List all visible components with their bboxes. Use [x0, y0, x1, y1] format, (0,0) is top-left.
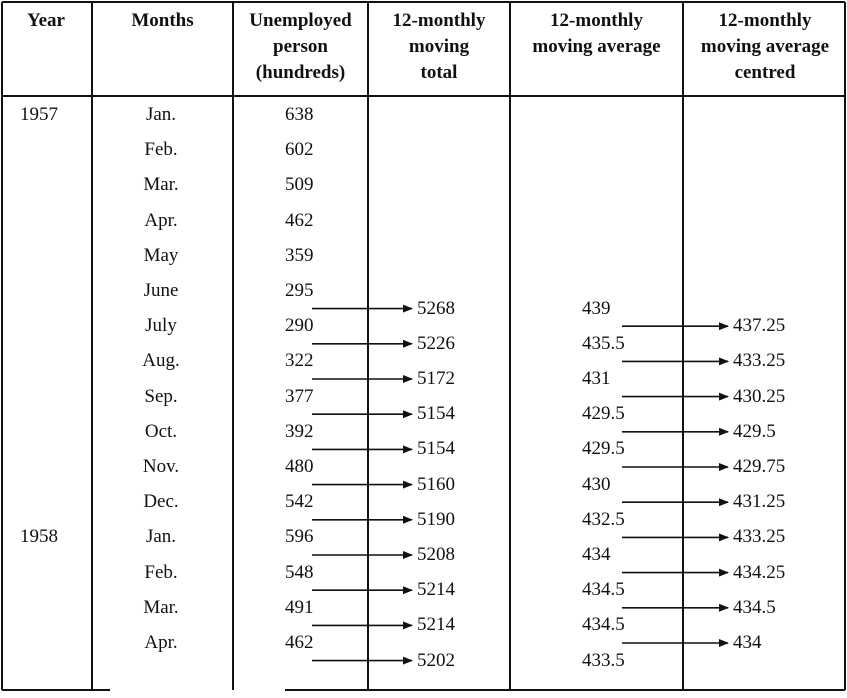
month-cell: Aug. — [142, 350, 180, 372]
unemployed-cell: 462 — [285, 209, 314, 231]
month-cell: Nov. — [142, 456, 180, 477]
centred-average-cell: 429.5 — [733, 420, 776, 442]
month-cell: May — [143, 244, 179, 266]
month-cell: June — [143, 280, 179, 301]
header-moving-total — [368, 8, 510, 86]
centred-average-cell: 433.25 — [733, 526, 786, 548]
header-unemployed-line3: (hundreds) — [255, 62, 346, 83]
moving-total-cell: 5160 — [417, 473, 455, 495]
month-cell: Jan. — [145, 104, 177, 125]
unemployed-cell: 295 — [285, 280, 314, 301]
month-cell: Apr. — [144, 632, 178, 653]
moving-average-cell: 434.5 — [582, 614, 625, 636]
moving-total-cell: 5214 — [417, 614, 455, 636]
header-moving-average-line1: 12-monthly — [550, 10, 643, 31]
moving-average-cell: 433.5 — [582, 649, 625, 671]
unemployed-cell: 596 — [285, 526, 314, 548]
year-cell: 1957 — [20, 104, 58, 125]
header-moving-total-line2: moving — [408, 36, 470, 57]
moving-average-cell: 429.5 — [582, 403, 625, 425]
header-centred-line1: 12-monthly — [718, 10, 812, 31]
unemployed-cell: 359 — [285, 244, 314, 266]
year-cell: 1958 — [20, 526, 58, 548]
unemployed-cell: 491 — [285, 596, 314, 618]
unemployed-cell: 290 — [285, 315, 314, 337]
centred-average-cell: 430.25 — [733, 385, 786, 407]
moving-total-cell: 5214 — [417, 579, 455, 601]
moving-average-cell: 439 — [582, 297, 611, 319]
unemployed-cell: 392 — [285, 420, 314, 442]
header-unemployed-line1: Unemployed — [249, 10, 352, 31]
centred-average-cell: 434 — [733, 632, 762, 653]
moving-total-cell: 5154 — [417, 403, 455, 425]
unemployed-cell: 548 — [285, 561, 314, 583]
unemployed-cell: 322 — [285, 350, 314, 372]
header-unemployed — [233, 8, 368, 86]
moving-average-cell: 430 — [582, 473, 611, 495]
unemployed-cell: 462 — [285, 632, 314, 653]
header-centred — [683, 8, 847, 86]
moving-average-cell: 431 — [582, 368, 611, 389]
moving-total-cell: 5208 — [417, 544, 455, 565]
centred-average-cell: 434.25 — [733, 561, 786, 583]
moving-average-cell: 432.5 — [582, 508, 625, 530]
unemployed-cell: 638 — [285, 104, 314, 125]
month-cell: July — [145, 315, 177, 337]
centred-average-cell: 433.25 — [733, 350, 786, 372]
header-centred-line2: moving average — [700, 36, 830, 57]
unemployed-cell: 602 — [285, 139, 314, 161]
header-moving-total-line3: total — [420, 62, 458, 83]
moving-average-cell: 435.5 — [582, 332, 625, 354]
month-cell: Mar. — [143, 174, 179, 196]
month-cell: Feb. — [144, 139, 178, 161]
moving-average-cell: 434 — [582, 544, 611, 565]
month-cell: Dec. — [143, 491, 179, 513]
moving-average-cell: 429.5 — [582, 438, 625, 460]
moving-total-cell: 5202 — [417, 649, 455, 671]
header-centred-line3: centred — [734, 62, 796, 83]
centred-average-cell: 431.25 — [733, 491, 786, 513]
header-months — [92, 8, 233, 34]
unemployed-cell: 480 — [285, 456, 314, 477]
centred-average-cell: 434.5 — [733, 596, 776, 618]
month-cell: Oct. — [144, 420, 178, 442]
unemployed-cell: 377 — [285, 385, 314, 407]
month-cell: Sep. — [144, 385, 178, 407]
moving-total-cell: 5172 — [417, 368, 455, 389]
moving-total-cell: 5268 — [417, 297, 455, 319]
month-cell: Apr. — [144, 209, 178, 231]
unemployed-cell: 509 — [285, 174, 314, 196]
month-cell: Feb. — [144, 561, 178, 583]
header-unemployed-line2: person — [273, 36, 328, 57]
header-year-label: Year — [27, 10, 65, 31]
header-moving-total-line1: 12-monthly — [392, 10, 486, 31]
moving-total-cell: 5154 — [417, 438, 455, 460]
header-moving-average-line2: moving average — [532, 36, 661, 57]
centred-average-cell: 429.75 — [733, 456, 786, 477]
unemployed-cell: 542 — [285, 491, 314, 513]
moving-total-cell: 5226 — [417, 332, 455, 354]
moving-total-cell: 5190 — [417, 508, 455, 530]
centred-average-cell: 437.25 — [733, 315, 786, 337]
header-moving-average — [510, 8, 683, 60]
header-months-label: Months — [131, 10, 194, 31]
month-cell: Mar. — [143, 596, 179, 618]
header-year — [0, 8, 92, 34]
moving-average-cell: 434.5 — [582, 579, 625, 601]
month-cell: Jan. — [145, 526, 177, 548]
